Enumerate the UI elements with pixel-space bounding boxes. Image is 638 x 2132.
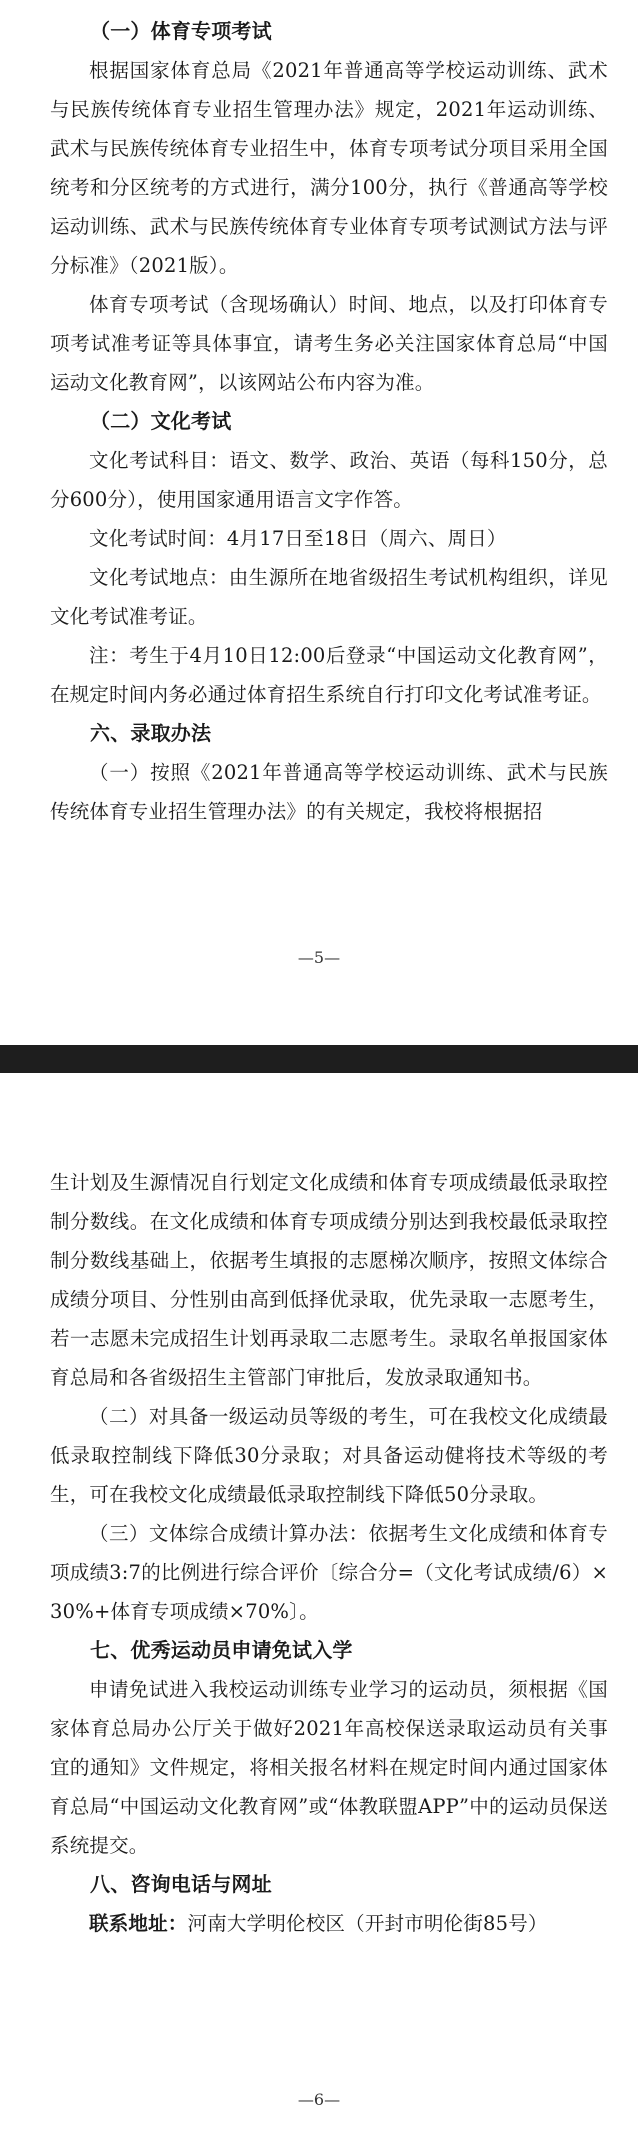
page-5-body xyxy=(50,12,608,831)
page-number-5: —5— xyxy=(297,948,341,967)
contact-address-value: 河南大学明伦校区（开封市明伦街85号） xyxy=(187,1912,548,1935)
paragraph-contact-address xyxy=(50,1904,608,1943)
paragraph-admission-1-continued: 生计划及生源情况自行划定文化成绩和体育专项成绩最低录取控制分数线。在文化成绩和体育专项成绩分别达到我校最低录取控制分数线基础上，依据考生填报的志愿梯次顺序，按照文体综合成绩分项目、分性别由高到低择优录取，优先录取一志愿考生，若一志愿未完成招生计划再录取二志愿考生。录取名单报国家体育总局和各省级招生主管部门审批后，发放录取通知书。 xyxy=(50,1171,608,1389)
paragraph-exemption: 申请免试进入我校运动训练专业学习的运动员，须根据《国家体育总局办公厅关于做好2021年高校保送录取运动员有关事宜的通知》文件规定，将相关报名材料在规定时间内通过国家体育总局“中国运动文化教育网”或“体教联盟APP”中的运动员保送系统提交。 xyxy=(50,1678,608,1857)
paragraph-sports-exam-rules: 根据国家体育总局《2021年普通高等学校运动训练、武术与民族传统体育专业招生管理办法》规定，2021年运动训练、武术与民族传统体育专业招生中，体育专项考试分项目采用全国统考和分区统考的方式进行，满分100分，执行《普通高等学校运动训练、武术与民族传统体育专业体育专项考试测试方法与评分标准》（2021版）。 xyxy=(50,59,608,277)
page-6-body xyxy=(50,1163,608,1943)
section-heading-admission: 六、录取办法 xyxy=(90,721,212,745)
document-page-6 xyxy=(0,1073,638,2132)
section-heading-contact: 八、咨询电话与网址 xyxy=(90,1872,272,1896)
subsection-heading-culture-exam: （二）文化考试 xyxy=(90,409,232,433)
contact-address-label: 联系地址： xyxy=(89,1912,188,1935)
paragraph-admission-1: （一）按照《2021年普通高等学校运动训练、武术与民族传统体育专业招生管理办法》的有关规定，我校将根据招 xyxy=(50,761,608,823)
section-heading-exemption: 七、优秀运动员申请免试入学 xyxy=(90,1638,353,1662)
paragraph-sports-exam-notice: 体育专项考试（含现场确认）时间、地点，以及打印体育专项考试准考证等具体事宜，请考生务必关注国家体育总局“中国运动文化教育网”，以该网站公布内容为准。 xyxy=(50,293,608,394)
paragraph-admission-2: （二）对具备一级运动员等级的考生，可在我校文化成绩最低录取控制线下降低30分录取；对具备运动健将技术等级的考生，可在我校文化成绩最低录取控制线下降低50分录取。 xyxy=(50,1405,608,1506)
subsection-heading-sports-exam: （一）体育专项考试 xyxy=(90,19,272,43)
paragraph-admission-3: （三）文体综合成绩计算办法：依据考生文化成绩和体育专项成绩3:7的比例进行综合评价〔综合分=（文化考试成绩/6）×30%+体育专项成绩×70%〕。 xyxy=(50,1522,608,1623)
paragraph-culture-exam-time: 文化考试时间：4月17日至18日（周六、周日） xyxy=(89,527,507,550)
paragraph-culture-exam-location: 文化考试地点：由生源所在地省级招生考试机构组织，详见文化考试准考证。 xyxy=(50,566,608,628)
document-page-5 xyxy=(0,0,638,1045)
paragraph-culture-exam-subjects: 文化考试科目：语文、数学、政治、英语（每科150分，总分600分），使用国家通用语言文字作答。 xyxy=(50,449,608,511)
paragraph-culture-exam-note: 注：考生于4月10日12:00后登录“中国运动文化教育网”，在规定时间内务必通过体育招生系统自行打印文化考试准考证。 xyxy=(50,644,608,706)
page-number-6: —6— xyxy=(297,2090,341,2109)
page-separator xyxy=(0,1045,638,1073)
